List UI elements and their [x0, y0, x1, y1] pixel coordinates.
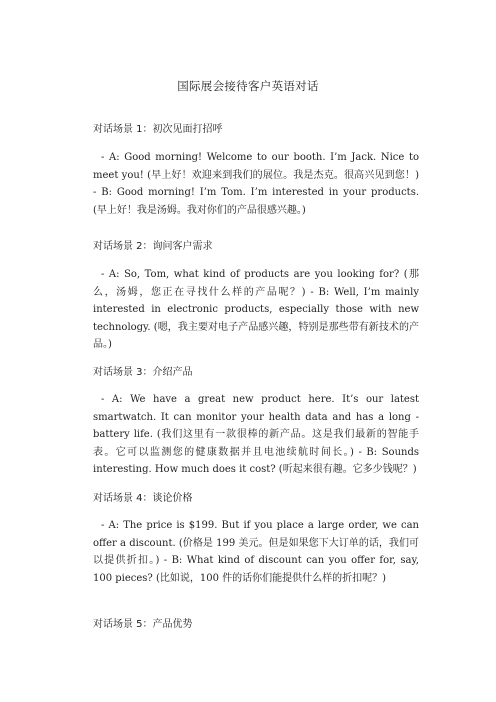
section-heading-1: 对话场景 1：初次见面打招呼 — [93, 124, 223, 135]
section-text-3: - A: We have a great new product here. It’s our latest smartwatch. It can monitor your health data and has a long - battery life. (我们这里有一款很棒的新产品。这是我们最新的智能手表。它可以监测您的健康数据并且电池续航时间长。) - B: Sounds interesting. How much does it cost? (听起来很有趣。它多少钱呢？) — [93, 394, 419, 475]
section-text-1: - A: Good morning! Welcome to our booth. I’m Jack. Nice to meet you! (早上好！欢迎来到我们的展位。我是杰克。很高兴见到您！) - B: Good morning! I’m Tom. I’m interested in your products. (早上好！我是汤姆。我对你们的产品很感兴趣。) — [93, 152, 419, 216]
section-text-4: - A: The price is $199. But if you place a large order, we can offer a discount. (价格是 199 美元。但是如果您下大订单的话，我们可以提供折扣。) - B: What kind of discount can you offer for, say, 100 pieces? (比如说，100 件的话你们能提供什么样的折扣呢？) — [93, 520, 419, 584]
section-text-2: - A: So, Tom, what kind of products are you looking for? (那么，汤姆，您正在寻找什么样的产品呢？) - B: Well, I’m mainly interested in electronic products, especially those with new technology. (嗯，我主要对电子产品感兴趣，特别是那些带有新技术的产品。) — [93, 269, 419, 350]
section-heading-3: 对话场景 3：介绍产品 — [93, 367, 193, 378]
section-heading-4: 对话场景 4：谈论价格 — [93, 493, 193, 504]
section-heading-2: 对话场景 2：询问客户需求 — [93, 241, 213, 252]
document-title: 国际展会接待客户英语对话 — [177, 79, 319, 93]
section-heading-5: 对话场景 5：产品优势 — [93, 619, 193, 630]
